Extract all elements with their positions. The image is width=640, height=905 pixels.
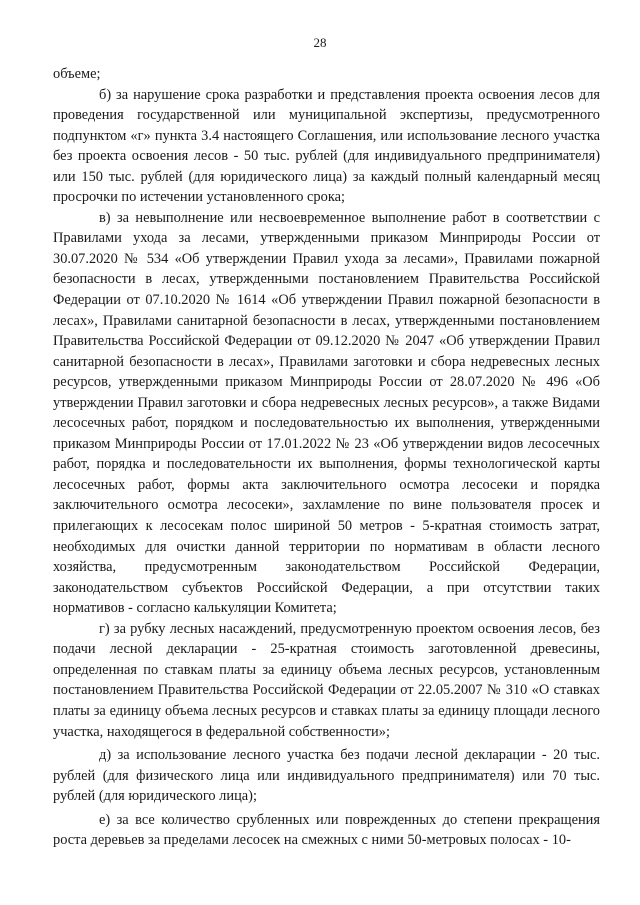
paragraph-item-v: в) за невыполнение или несвоевременное выполнение работ в соответствии с Правилами ухода за лесами, утвержденными приказом Минприроды России от 30.07.2020 № 534 «Об утверждении Правил ухода за лесами», Правилами пожарной безопасности в лесах, утвержденными постановлением Правительства Российской Федерации от 07.10.2020 № 1614 «Об утверждении Правил пожарной безопасности в лесах», Правилами санитарной безопасности в лесах, утвержденными постановлением Правительства Российской Федерации от 09.12.2020 № 2047 «Об утверждении Правил санитарной безопасности в лесах», Правилами заготовки и сбора недревесных лесных ресурсов, утвержденными приказом Минприроды России от 28.07.2020 № 496 «Об утверждении Правил заготовки и сбора недревесных лесных ресурсов», а также Видами лесосечных работ, порядком и последовательностью их выполнения, утвержденными приказом Минприроды России от 17.01.2022 № 23 «Об утверждении видов лесосечных работ, порядка и последовательности их выполнения, формы технологической карты лесосечных работ, формы акта заключительного осмотра лесосеки и порядка заключительного осмотра лесосеки», захламление по вине пользователя просек и прилегающих к лесосекам полос шириной 50 метров - 5-кратная стоимость затрат, необходимых для очистки данной территории по нормативам в области лесного хозяйства, предусмотренным законодательством Российской Федерации, законодательством субъектов Российской Федерации, а при отсутствии таких нормативов - согласно калькуляции Комитета; xyxy=(53,209,600,617)
paragraph-item-e: е) за все количество срубленных или поврежденных до степени прекращения роста деревьев за пределами лесосек на смежных с ними 50-метровых полосах - 10- xyxy=(53,811,600,849)
document-body xyxy=(53,64,600,851)
paragraph-item-d: д) за использование лесного участка без подачи лесной декларации - 20 тыс. рублей (для физического лица или индивидуального предпринимателя) или 70 тыс. рублей (для юридического лица); xyxy=(53,747,600,805)
page-number: 28 xyxy=(313,35,327,50)
paragraph-item-g: г) за рубку лесных насаждений, предусмотренную проектом освоения лесов, без подачи лесной декларации - 25-кратная стоимость заготовленной древесины, определенная по ставкам платы за единицу объема лесных ресурсов, установленным постановлением Правительства Российской Федерации от 22.05.2007 № 310 «О ставках платы за единицу объема лесных ресурсов и ставках платы за единицу площади лесного участка, находящегося в федеральной собственности»; xyxy=(53,620,600,740)
paragraph-continuation: объеме; xyxy=(53,66,101,82)
paragraph-item-b: б) за нарушение срока разработки и представления проекта освоения лесов для проведения государственной или муниципальной экспертизы, предусмотренного подпунктом «г» пункта 3.4 настоящего Соглашения, или использование лесного участка без проекта освоения лесов - 50 тыс. рублей (для индивидуального предпринимателя) или 150 тыс. рублей (для юридического лица) за каждый полный календарный месяц просрочки по истечении установленного срока; xyxy=(53,86,600,206)
